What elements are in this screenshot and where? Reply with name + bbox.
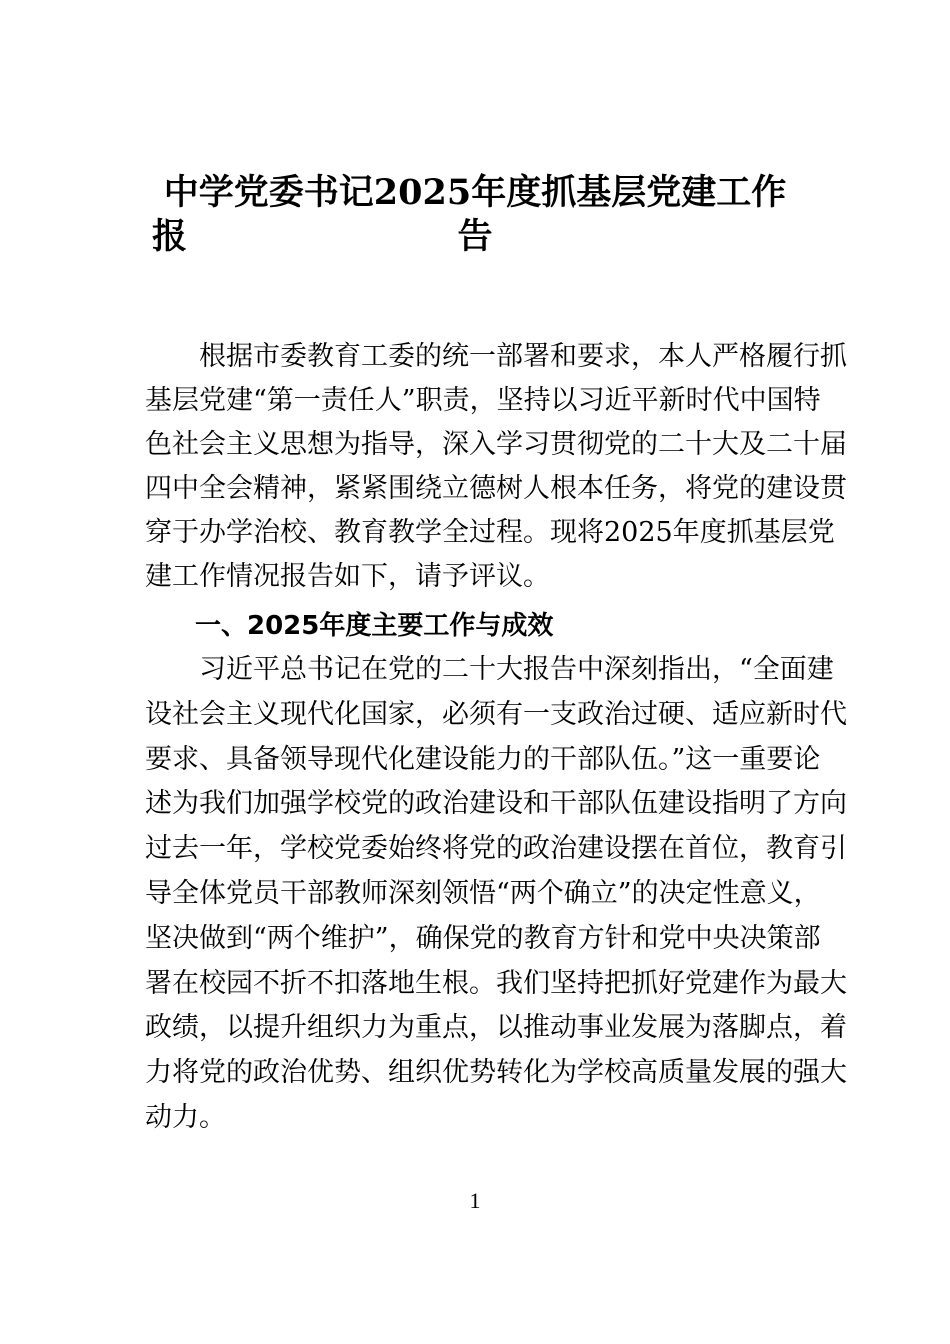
paragraph-line: 设社会主义现代化国家，必须有一支政治过硬、适应新时代 bbox=[145, 698, 847, 730]
paragraph-line: 过去一年，学校党委始终将党的政治建设摆在首位，教育引 bbox=[145, 833, 847, 865]
paragraph-line: 述为我们加强学校党的政治建设和干部队伍建设指明了方向 bbox=[145, 788, 847, 820]
document-title-line1: 中学党委书记2025年度抓基层党建工作报 bbox=[152, 172, 787, 257]
section-heading: 一、2025年度主要工作与成效 bbox=[195, 611, 554, 641]
paragraph-line: 基层党建“第一责任人”职责，坚持以习近平新时代中国特 bbox=[145, 385, 821, 416]
paragraph-line: 力将党的政治优势、组织优势转化为学校高质量发展的强大 bbox=[145, 1057, 847, 1089]
paragraph-line: 习近平总书记在党的二十大报告中深刻指出，“全面建 bbox=[199, 654, 834, 685]
body-paragraph bbox=[145, 648, 847, 1141]
document-title-line2: 告 bbox=[457, 216, 493, 257]
paragraph-line: 穿于办学治校、教育教学全过程。现将2025年度抓基层党 bbox=[145, 517, 835, 548]
paragraph-line: 导全体党员干部教师深刻领悟“两个确立”的决定性意义， bbox=[145, 877, 821, 909]
page-number: 1 bbox=[469, 1188, 481, 1213]
paragraph-line: 要求、具备领导现代化建设能力的干部队伍。”这一重要论 bbox=[145, 743, 821, 775]
intro-paragraph bbox=[145, 335, 847, 599]
paragraph-line: 政绩，以提升组织力为重点，以推动事业发展为落脚点，着 bbox=[145, 1012, 847, 1044]
paragraph-line: 色社会主义思想为指导，深入学习贯彻党的二十大及二十届 bbox=[145, 429, 847, 460]
paragraph-line: 根据市委教育工委的统一部署和要求，本人严格履行抓 bbox=[199, 341, 847, 372]
paragraph-line: 坚决做到“两个维护”，确保党的教育方针和党中央决策部 bbox=[145, 922, 821, 954]
paragraph-line: 动力。 bbox=[145, 1101, 226, 1133]
paragraph-line: 建工作情况报告如下，请予评议。 bbox=[145, 561, 550, 592]
paragraph-line: 署在校园不折不扣落地生根。我们坚持把抓好党建作为最大 bbox=[145, 967, 847, 999]
paragraph-line: 四中全会精神，紧紧围绕立德树人根本任务，将党的建设贯 bbox=[145, 473, 847, 504]
